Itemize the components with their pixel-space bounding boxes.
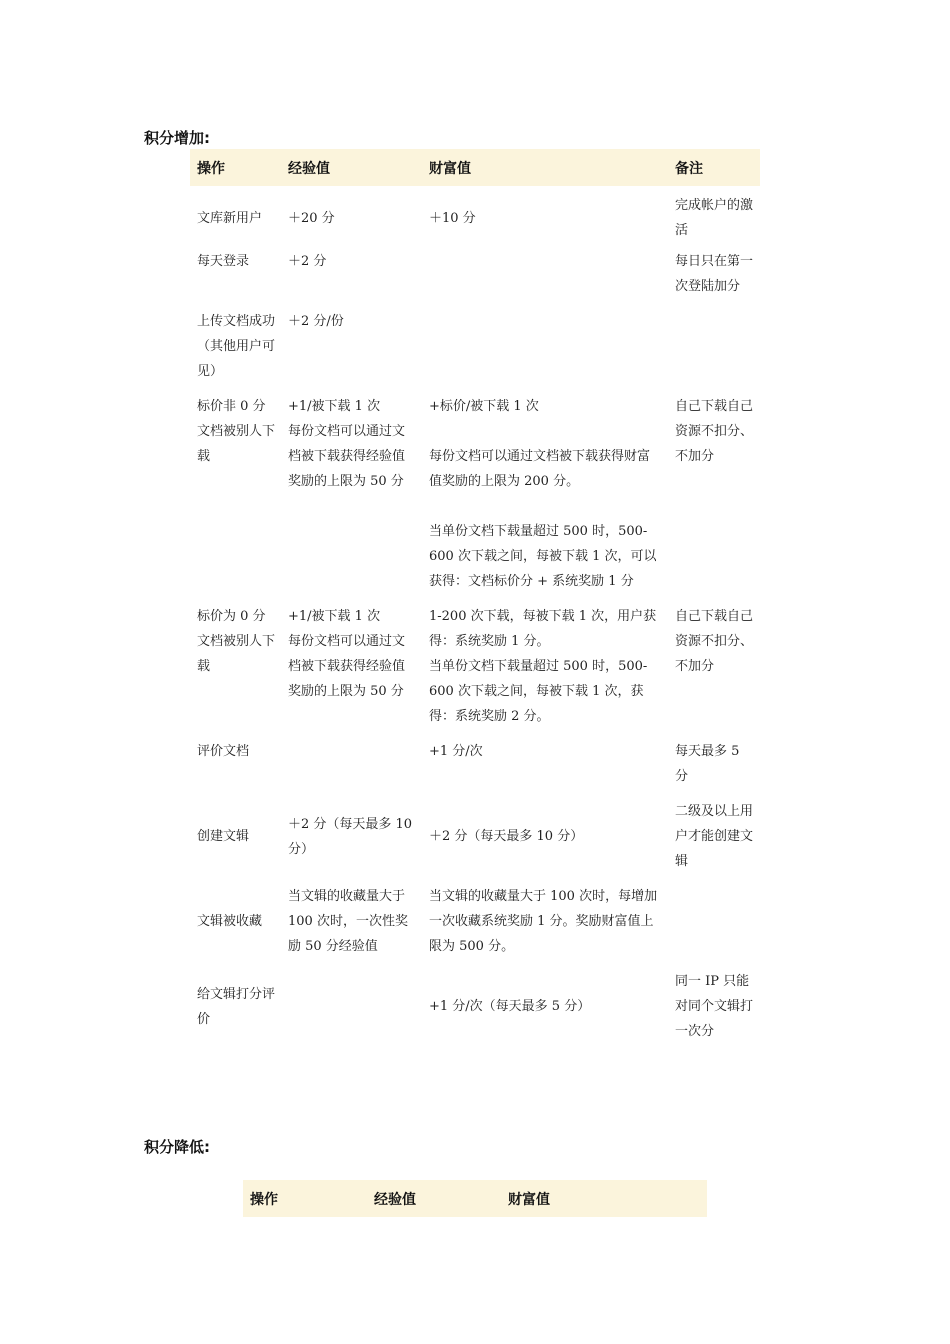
cell-wealth <box>422 249 668 309</box>
cell-line: +1/被下载 1 次 <box>288 399 381 414</box>
cell-operation: 标价为 0 分文档被别人下载 <box>197 609 276 674</box>
cell-wealth: 当文辑的收藏量大于 100 次时，每增加一次收藏系统奖励 1 分。奖励财富值上限为 500 分。 <box>429 889 658 954</box>
cell-experience <box>281 739 422 799</box>
section-title-decrease: 积分降低: <box>144 1138 210 1156</box>
header-operation: 操作 <box>243 1180 367 1217</box>
cell-experience <box>281 604 422 739</box>
cell-note: 每日只在第一次登陆加分 <box>675 254 754 294</box>
cell-operation: 文库新用户 <box>197 210 263 226</box>
cell-operation: 标价非 0 分文档被别人下载 <box>197 399 276 464</box>
table-row <box>190 969 760 1054</box>
cell-experience: ＋2 分 <box>288 254 327 269</box>
cell-line: 1-200 次下载，每被下载 1 次，用户获得：系统奖励 1 分。 <box>429 609 657 649</box>
table-row <box>190 799 760 884</box>
cell-line: 每份文档可以通过文档被下载获得经验值奖励的上限为 50 分 <box>288 634 406 699</box>
cell-line: 当单份文档下载量超过 500 时，500-600 次下载之间，每被下载 1 次，获得：系统奖励 2 分。 <box>429 659 648 724</box>
table-header-row <box>190 149 760 186</box>
header-experience: 经验值 <box>367 1180 501 1217</box>
cell-note: 每天最多 5 分 <box>675 744 740 784</box>
header-wealth: 财富值 <box>422 149 668 186</box>
cell-note <box>668 309 760 394</box>
cell-experience: ＋2 分/份 <box>288 314 344 329</box>
header-note: 备注 <box>668 149 760 186</box>
cell-wealth <box>422 309 668 394</box>
cell-experience <box>281 394 422 604</box>
cell-wealth: ＋2 分（每天最多 10 分） <box>429 829 584 844</box>
header-operation: 操作 <box>190 149 281 186</box>
cell-line: 每份文档可以通过文档被下载获得财富值奖励的上限为 200 分。 <box>429 449 651 489</box>
cell-wealth <box>422 394 668 604</box>
cell-operation: 文辑被收藏 <box>197 914 263 929</box>
table-row <box>190 186 760 249</box>
cell-line: +标价/被下载 1 次 <box>429 399 539 414</box>
cell-operation: 创建文辑 <box>197 829 250 844</box>
cell-wealth: ＋10 分 <box>429 210 476 226</box>
cell-note: 二级及以上用户才能创建文辑 <box>675 804 754 869</box>
table-row <box>190 739 760 799</box>
cell-note: 自己下载自己资源不扣分、不加分 <box>675 609 754 674</box>
cell-operation: 每天登录 <box>197 254 250 269</box>
points-decrease-table <box>243 1180 707 1217</box>
table-row <box>190 309 760 394</box>
table-row <box>190 884 760 969</box>
cell-experience <box>281 969 422 1054</box>
header-wealth: 财富值 <box>501 1180 707 1217</box>
cell-note: 自己下载自己资源不扣分、不加分 <box>675 399 754 464</box>
cell-line: 每份文档可以通过文档被下载获得经验值奖励的上限为 50 分 <box>288 424 406 489</box>
cell-experience: 当文辑的收藏量大于 100 次时，一次性奖励 50 分经验值 <box>288 889 408 954</box>
cell-line: 当单份文档下载量超过 500 时，500-600 次下载之间，每被下载 1 次，可以获得：文档标价分 + 系统奖励 1 分 <box>429 524 657 589</box>
table-row <box>190 394 760 604</box>
cell-operation: 给文辑打分评价 <box>197 986 276 1027</box>
header-experience: 经验值 <box>281 149 422 186</box>
cell-note: 同一 IP 只能对同个文辑打一次分 <box>675 974 754 1039</box>
cell-wealth: +1 分/次 <box>429 744 483 759</box>
table-row <box>190 604 760 739</box>
cell-experience: ＋20 分 <box>288 210 335 226</box>
cell-wealth <box>422 604 668 739</box>
table-header-row <box>243 1180 707 1217</box>
cell-line: +1/被下载 1 次 <box>288 609 381 624</box>
cell-note: 完成帐户的激活 <box>675 198 754 238</box>
points-increase-table <box>190 149 760 1054</box>
section-title-add: 积分增加: <box>144 129 210 147</box>
cell-operation: 评价文档 <box>197 744 250 759</box>
cell-wealth: +1 分/次（每天最多 5 分） <box>429 999 591 1014</box>
cell-experience: ＋2 分（每天最多 10 分） <box>288 816 413 857</box>
table-row <box>190 249 760 309</box>
cell-operation: 上传文档成功 （其他用户可见） <box>197 314 276 379</box>
cell-note <box>668 884 760 969</box>
